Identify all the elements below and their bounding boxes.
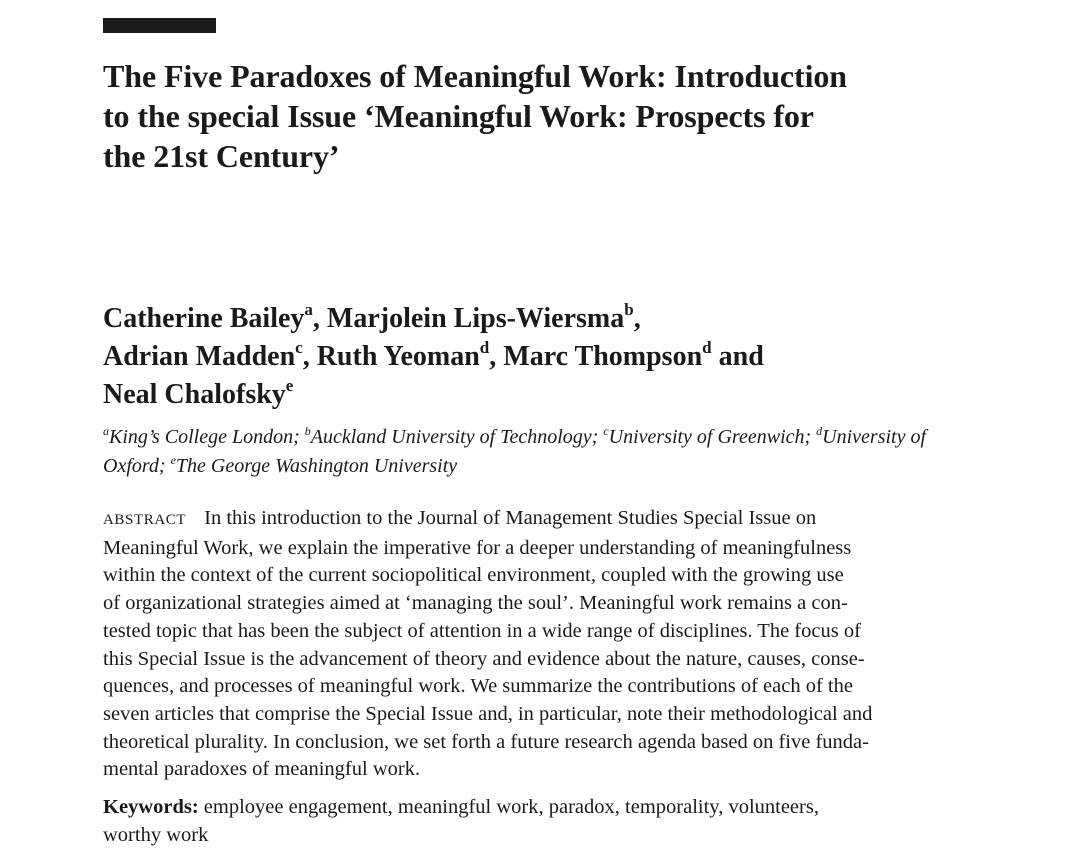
affiliation-line: [103, 423, 1003, 452]
author-line: [103, 300, 1003, 338]
affiliation-line: [103, 452, 1003, 481]
abstract-label: ABSTRACT: [103, 512, 187, 528]
author-name: Catherine Bailey: [103, 303, 305, 334]
author-line: [103, 338, 1003, 376]
author-separator: ,: [312, 303, 327, 334]
keywords-line: worthy work: [103, 824, 209, 846]
keywords-line: [103, 793, 1003, 821]
affiliation-text: The George Washington University: [175, 455, 458, 477]
author-line: [103, 376, 1003, 414]
affiliation-marker: a: [304, 300, 313, 319]
affiliation-text: Oxford;: [103, 455, 171, 477]
affiliation-marker: e: [170, 453, 176, 467]
paper-title: [103, 56, 1003, 176]
abstract-line: within the context of the current sociopolitical environment, coupled with the growing use: [103, 564, 844, 587]
affiliation-marker: b: [304, 424, 311, 438]
abstract: [103, 505, 1003, 784]
title-line: The Five Paradoxes of Meaningful Work: Introduction: [103, 58, 847, 94]
author-name: Adrian Madden: [103, 341, 296, 372]
keywords: [103, 793, 1003, 849]
affiliation-text: University of: [822, 426, 927, 448]
abstract-line: of organizational strategies aimed at ‘managing the soul’. Meaningful work remains a con-: [103, 592, 848, 615]
header-rule: [103, 18, 216, 33]
abstract-text: In this introduction to the Journal of Management Studies Special Issue on: [204, 507, 817, 529]
keywords-label: Keywords:: [103, 796, 199, 818]
abstract-line: mental paradoxes of meaningful work.: [103, 758, 421, 781]
affiliation-marker: d: [816, 424, 823, 438]
affiliation-marker: c: [295, 338, 303, 357]
affiliation-text: Auckland University of Technology;: [310, 426, 604, 448]
author-separator: ,: [302, 341, 317, 372]
affiliation-text: University of Greenwich;: [608, 426, 817, 448]
abstract-line: this Special Issue is the advancement of theory and evidence about the nature, causes, conse-: [103, 647, 865, 670]
title-line: to the special Issue ‘Meaningful Work: Prospects for: [103, 98, 814, 134]
abstract-line: [103, 505, 1003, 535]
author-separator: and: [711, 341, 764, 372]
author-name: Marjolein Lips-Wiersma: [326, 303, 625, 334]
author-name: Marc Thompson: [503, 341, 703, 372]
author-separator: ,: [489, 341, 504, 372]
author-name: Ruth Yeoman: [316, 341, 480, 372]
abstract-line: tested topic that has been the subject of attention in a wide range of disciplines. The focus of: [103, 619, 861, 642]
affiliation-marker: a: [103, 424, 109, 438]
abstract-line: Meaningful Work, we explain the imperative for a deeper understanding of meaningfulness: [103, 536, 852, 559]
affiliation-marker: d: [702, 338, 712, 357]
affiliation-marker: d: [479, 338, 490, 357]
keywords-text: employee engagement, meaningful work, paradox, temporality, volunteers,: [198, 796, 819, 818]
author-list: [103, 300, 1003, 414]
affiliation-marker: c: [603, 424, 609, 438]
title-line: the 21st Century’: [103, 138, 340, 174]
affiliations: [103, 423, 1003, 481]
abstract-line: quences, and processes of meaningful work. We summarize the contributions of each of the: [103, 675, 853, 698]
affiliation-text: King’s College London;: [109, 426, 305, 448]
affiliation-marker: b: [624, 300, 634, 319]
affiliation-marker: e: [285, 376, 294, 395]
author-name: Neal Chalofsky: [103, 379, 286, 410]
abstract-line: theoretical plurality. In conclusion, we set forth a future research agenda based on five funda-: [103, 730, 869, 753]
author-separator: ,: [633, 303, 641, 334]
abstract-line: seven articles that comprise the Special Issue and, in particular, note their methodological and: [103, 702, 873, 725]
